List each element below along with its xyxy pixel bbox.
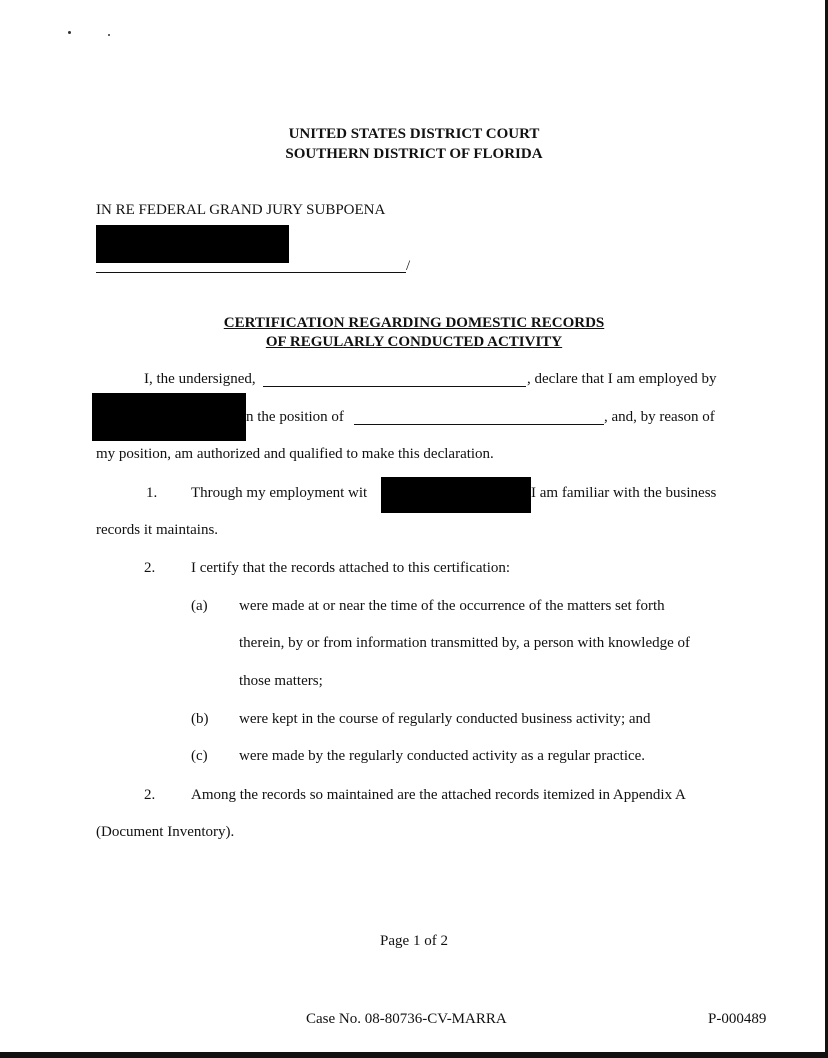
bates-number: P-000489 (708, 1011, 767, 1027)
position-text-a: n the position of (246, 409, 344, 425)
sub-a-label: (a) (191, 598, 208, 614)
intro-text-a: I, the undersigned, (144, 371, 256, 387)
item-1-number: 1. (146, 485, 158, 501)
item-1-text-b: I am familiar with the business (531, 485, 717, 501)
item-2-number: 2. (144, 560, 156, 576)
page-number: Page 1 of 2 (380, 933, 448, 949)
court-name: UNITED STATES DISTRICT COURT (288, 126, 540, 142)
sub-c-label: (c) (191, 748, 208, 764)
certification-title: CERTIFICATION REGARDING DOMESTIC RECORDS (223, 315, 605, 331)
item-1-text-a: Through my employment wit (191, 485, 368, 501)
item-3-line-2: (Document Inventory). (96, 824, 235, 840)
redaction-box (92, 393, 246, 441)
caption-rule (96, 272, 406, 273)
position-blank (354, 424, 604, 425)
caption-slash: / (406, 258, 411, 274)
item-3-number: 2. (144, 787, 156, 803)
sub-c-text: were made by the regularly conducted activity as a regular practice. (239, 748, 646, 764)
sub-a-line-3: those matters; (239, 673, 323, 689)
sub-a-line-2: therein, by or from information transmitted by, a person with knowledge of (239, 635, 691, 651)
name-blank (263, 386, 526, 387)
scan-speck (68, 31, 71, 34)
authorized-text: my position, am authorized and qualified to make this declaration. (96, 446, 494, 462)
court-district: SOUTHERN DISTRICT OF FLORIDA (285, 146, 543, 162)
item-2-text: I certify that the records attached to this certification: (191, 560, 511, 576)
sub-b-label: (b) (191, 711, 209, 727)
sub-a-line-1: were made at or near the time of the occurrence of the matters set forth (239, 598, 665, 614)
scan-border-bottom (0, 1052, 828, 1058)
certification-subtitle: OF REGULARLY CONDUCTED ACTIVITY (265, 334, 563, 350)
item-3-line-1: Among the records so maintained are the attached records itemized in Appendix A (191, 787, 686, 803)
redaction-box (381, 477, 531, 513)
intro-text-b: , declare that I am employed by (527, 371, 717, 387)
redaction-box (96, 225, 289, 263)
caption-line: IN RE FEDERAL GRAND JURY SUBPOENA (96, 202, 386, 218)
sub-b-text: were kept in the course of regularly conducted business activity; and (239, 711, 651, 727)
scan-speck (108, 34, 110, 36)
position-text-b: , and, by reason of (604, 409, 715, 425)
case-number: Case No. 08-80736-CV-MARRA (306, 1011, 507, 1027)
item-1-text-c: records it maintains. (96, 522, 219, 538)
